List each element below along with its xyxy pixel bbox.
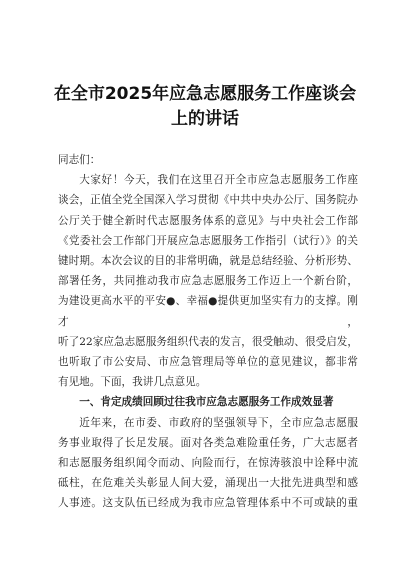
paragraph-line: 务事业取得了长足发展。面对各类急难险重任务，广大志愿者 xyxy=(58,436,358,449)
title-line-1: 在全市2025年应急志愿服务工作座谈会 xyxy=(53,84,357,104)
paragraph-line: 近年来，在市委、市政府的坚强领导下，全市应急志愿服 xyxy=(79,416,358,429)
paragraph-line: 公厅关于健全新时代志愿服务体系的意见》与中央社会工作部 xyxy=(58,214,358,227)
document-title xyxy=(40,82,370,132)
paragraph-line: 听了22家应急志愿服务组织代表的发言，很受触动、很受启发， xyxy=(58,335,358,348)
paragraph-line: 键时期。本次会议的目的非常明确，就是总结经验、分析形势、 xyxy=(58,255,358,268)
paragraph-line: 部署任务，共同推动我市应急志愿服务工作迈上一个新台阶， xyxy=(58,275,358,288)
salutation: 同志们： xyxy=(58,154,101,166)
paragraph-line: 《党委社会工作部门开展应急志愿服务工作指引（试行）》的关 xyxy=(58,234,358,247)
paragraph-line: 谈会，正值全党全国深入学习贯彻《中共中央办公厅、国务院办 xyxy=(58,194,358,207)
section-heading: 一、肯定成绩回顾过往我市应急志愿服务工作成效显著 xyxy=(79,396,334,409)
paragraph-line: 和志愿服务组织闻令而动、向险而行，在惊涛骇浪中诠释中流 xyxy=(58,457,358,470)
paragraph-line: 有见地。下面，我讲几点意见。 xyxy=(58,376,207,389)
title-line-2: 上的讲话 xyxy=(171,109,239,129)
paragraph-line: 大家好！今天，我们在这里召开全市应急志愿服务工作座 xyxy=(79,174,358,187)
document-body xyxy=(58,150,358,514)
paragraph-line: 也听取了市公安局、市应急管理局等单位的意见建议，都非常 xyxy=(58,356,358,369)
paragraph-line: 人事迹。这支队伍已经成为我市应急管理体系中不可或缺的重 xyxy=(58,497,358,510)
paragraph-line: 砥柱，在危难关头彰显人间大爱，涌现出一大批先进典型和感 xyxy=(58,477,358,490)
paragraph-line: 为建设更高水平的平安●、幸福●提供更加坚实有力的支撑。刚才， xyxy=(58,295,358,328)
